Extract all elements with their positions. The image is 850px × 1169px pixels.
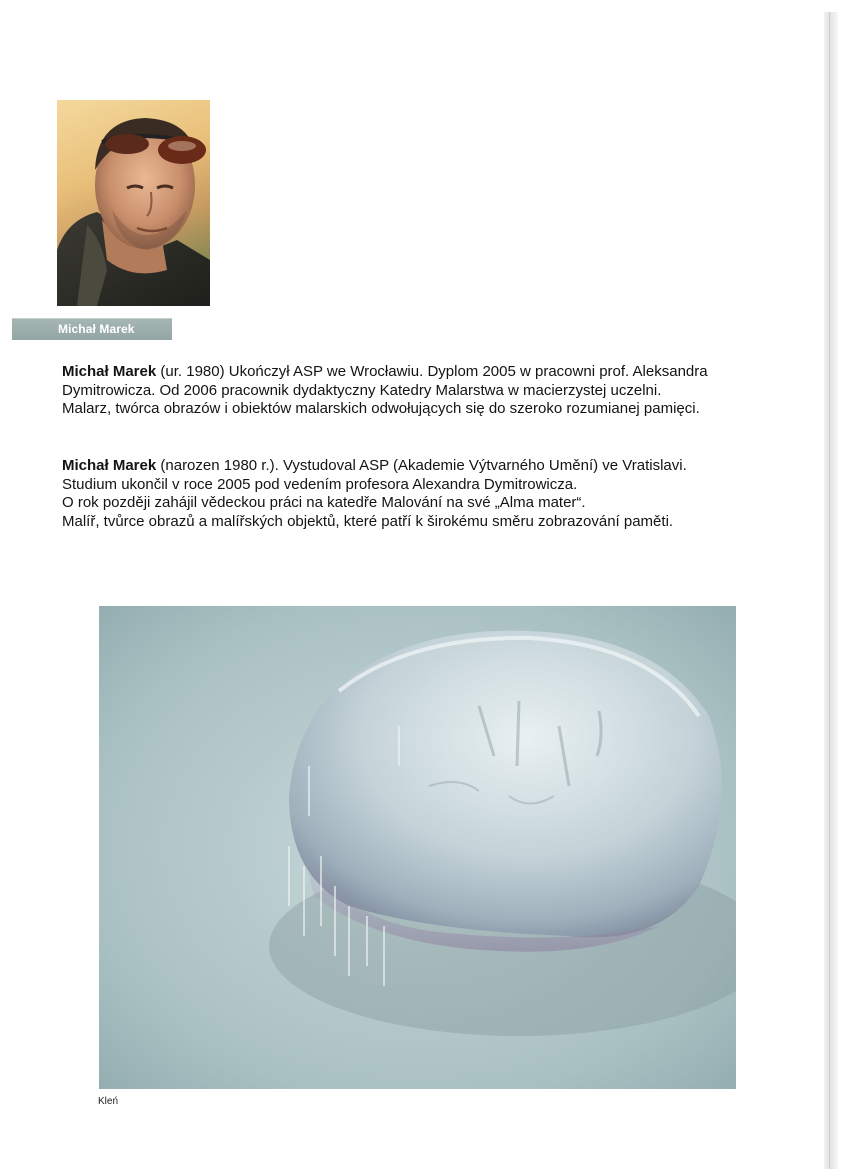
bio-polish-line-3: Malarz, twórca obrazów i obiektów malarskich odwołujących się do szeroko rozumianej pamięci. bbox=[62, 400, 700, 417]
artist-name-label bbox=[12, 318, 172, 340]
artist-portrait-photo bbox=[57, 100, 210, 306]
bio-polish-line-2: Dymitrowicza. Od 2006 pracownik dydaktyczny Katedry Malarstwa w macierzystej uczelni. bbox=[62, 381, 662, 399]
bio-polish-line-1 bbox=[62, 363, 802, 382]
bio-czech bbox=[62, 457, 802, 531]
bio-czech-line-1-text: (narozen 1980 r.). Vystudoval ASP (Akademie Výtvarného Umění) ve Vratislavi. bbox=[156, 457, 687, 474]
bio-czech-line-3: O rok později zahájil vědeckou práci na katedře Malování na své „Alma mater“. bbox=[62, 494, 586, 511]
page-edge-shadow bbox=[824, 12, 838, 1169]
bio-czech-line-2: Studium ukončil v roce 2005 pod vedením profesora Alexandra Dymitrowicza. bbox=[62, 475, 578, 493]
bio-czech-line-1 bbox=[62, 457, 802, 476]
bio-polish-line-1-text: (ur. 1980) Ukończył ASP we Wrocławiu. Dyplom 2005 w pracowni prof. Aleksandra bbox=[156, 363, 708, 380]
artwork-image bbox=[99, 606, 736, 1089]
artist-name-label-text: Michał Marek bbox=[58, 322, 135, 336]
bio-czech-line-4: Malíř, tvůrce obrazů a malířských objektů, které patří k širokému směru zobrazování paměti. bbox=[62, 512, 674, 530]
bio-polish bbox=[62, 363, 802, 419]
artwork-caption: Kleń bbox=[98, 1096, 119, 1107]
bio-polish-name: Michał Marek bbox=[62, 363, 157, 380]
bio-czech-name: Michał Marek bbox=[62, 457, 157, 474]
page-edge-line bbox=[829, 12, 830, 1169]
